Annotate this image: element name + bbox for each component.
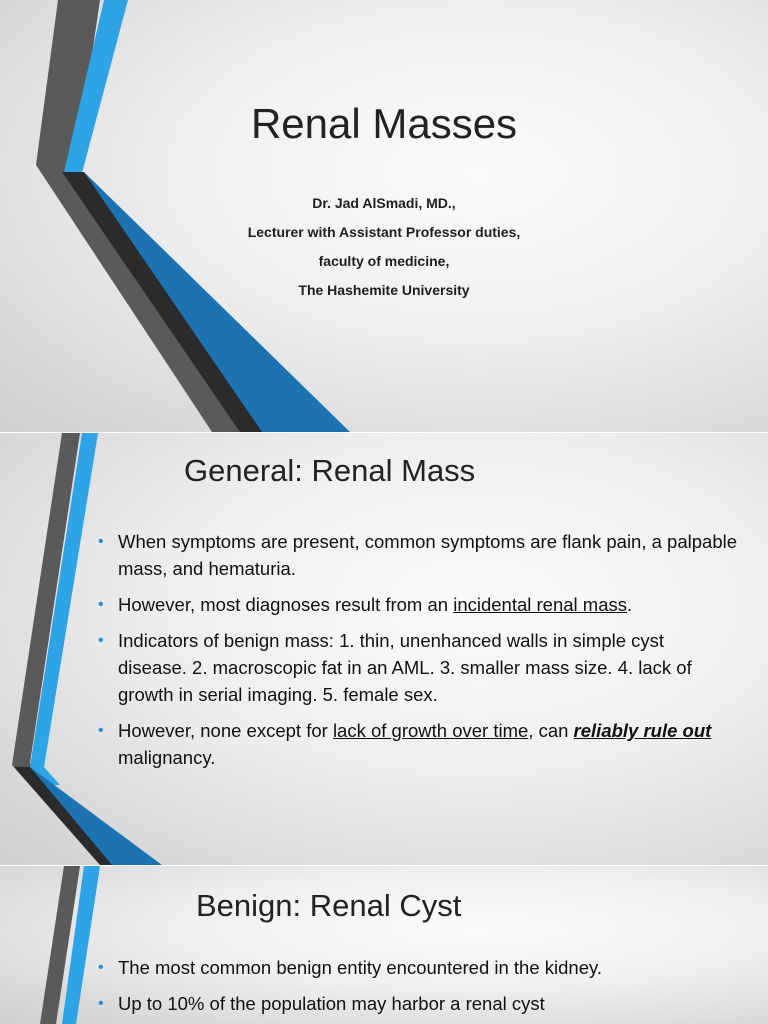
content-slide-renal-cyst	[0, 866, 768, 1024]
list-item	[98, 990, 738, 1017]
content-slide-general	[0, 433, 768, 865]
bullet-icon: •	[98, 722, 104, 739]
author-faculty: faculty of medicine,	[318, 253, 450, 269]
emphasized-term: reliably rule out	[573, 720, 712, 741]
bullet-text: When symptoms are present, common symptoms are flank pain, a palpable mass, and hematuria.	[118, 531, 738, 579]
title-slide	[0, 0, 768, 432]
list-item	[98, 717, 738, 771]
list-item	[98, 591, 738, 618]
list-item	[98, 627, 738, 708]
bullet-icon: •	[98, 533, 104, 550]
bullet-text: However, most diagnoses result from an	[118, 594, 454, 615]
author-university: The Hashemite University	[298, 282, 470, 298]
bullet-text: However, none except for	[118, 720, 333, 741]
bullet-text-end: .	[627, 594, 633, 615]
bullet-icon: •	[98, 995, 104, 1012]
author-position: Lecturer with Assistant Professor duties,	[247, 224, 521, 240]
slide-title: Renal Masses	[250, 100, 518, 147]
slide-title: General: Renal Mass	[184, 453, 476, 488]
author-name: Dr. Jad AlSmadi, MD.,	[312, 195, 456, 211]
bullet-icon: •	[98, 632, 104, 649]
list-item	[98, 528, 738, 582]
bullet-text: The most common benign entity encountered in the kidney.	[118, 957, 603, 978]
bullet-text-end: malignancy.	[118, 747, 216, 768]
list-item	[98, 954, 738, 981]
bullet-icon: •	[98, 596, 104, 613]
bullet-text: Up to 10% of the population may harbor a renal cyst	[118, 993, 545, 1014]
underlined-term: incidental renal mass	[453, 594, 627, 615]
slide-title: Benign: Renal Cyst	[196, 888, 462, 923]
bullet-text: Indicators of benign mass: 1. thin, unenhanced walls in simple cyst disease. 2. macroscopic fat in an AML. 3. smaller mass size. 4. lack of growth in serial imaging. 5. female sex.	[118, 630, 692, 705]
bullet-icon: •	[98, 959, 104, 976]
slide-decoration	[0, 0, 768, 432]
bullet-text-middle: , can	[528, 720, 574, 741]
bullet-list	[98, 954, 738, 1017]
underlined-term: lack of growth over time	[332, 720, 529, 741]
bullet-list	[98, 528, 738, 771]
